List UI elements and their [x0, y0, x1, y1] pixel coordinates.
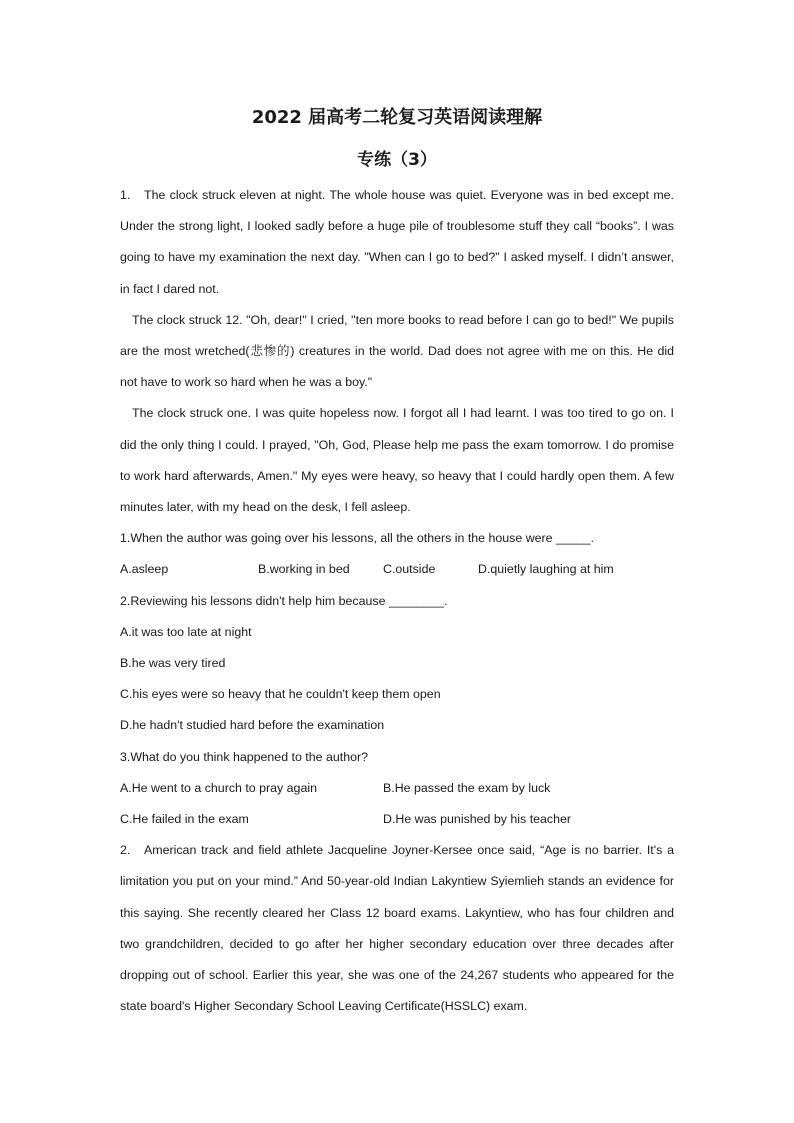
question-2-option-b: B.he was very tired [120, 656, 226, 671]
question-3-option-a: A.He went to a church to pray again [120, 780, 317, 795]
passage-1-number: 1. [120, 188, 131, 202]
passage-1-paragraph-2: The clock struck 12. "Oh, dear!" I cried, "ten more books to read before I can go to bed!" We pupils are the most wretched(悲惨的) creatures in the world. Dad does not agree with me on this. He did not have to work so hard when he was a boy." [120, 312, 674, 390]
question-3-options-row-2 [120, 804, 674, 835]
passage-2-paragraph-1: 2. American track and field athlete Jacqueline Joyner-Kersee once said, “Age is no barrier. It's a limitation you put on your mind.” And 50-year-old Indian Lakyntiew Syiemlieh stands an evidence for this saying. She recently cleared her Class 12 board exams. Lakyntiew, who has four children and two grandchildren, decided to go after her higher secondary education over three decades after dropping out of school. Earlier this year, she was one of the 24,267 students who appeared for the state board's Higher Secondary School Leaving Certificate(HSSLC) exam. [120, 835, 674, 1022]
question-3-options-row-1 [120, 773, 674, 804]
question-2-option-d: D.he hadn't studied hard before the examination [120, 718, 385, 733]
document-subtitle: 专练（3） [357, 150, 437, 170]
question-1-option-c: C.outside [383, 562, 436, 577]
question-2-option-c: C.his eyes were so heavy that he couldn't keep them open [120, 687, 441, 702]
document-title: 2022 届高考二轮复习英语阅读理解 [251, 107, 543, 128]
question-2-option-a: A.it was too late at night [120, 624, 252, 639]
question-1-option-b: B.working in bed [258, 562, 350, 577]
question-1-options [120, 554, 674, 585]
passage-1-paragraph-3: The clock struck one. I was quite hopeless now. I forgot all I had learnt. I was too tired to go on. I did the only thing I could. I prayed, "Oh, God, Please help me pass the exam tomorrow. I do promise to work hard afterwards, Amen." My eyes were heavy, so heavy that I could hardly open them. A few minutes later, with my head on the desk, I fell asleep. [120, 406, 674, 515]
question-1-option-d: D.quietly laughing at him [478, 562, 614, 577]
question-3-option-d: D.He was punished by his teacher [383, 812, 572, 827]
question-3-option-c: C.He failed in the exam [120, 812, 249, 827]
passage-1-paragraph-1: 1. The clock struck eleven at night. The whole house was quiet. Everyone was in bed except me. Under the strong light, I looked sadly before a huge pile of troublesome stuff they call “books”. I was going to have my examination the next day. "When can I go to bed?" I asked myself. I didn’t answer, in fact I dared not. [120, 180, 674, 305]
question-3-option-b: B.He passed the exam by luck [383, 780, 551, 795]
passage-2-number: 2. [120, 843, 131, 858]
document-body [120, 180, 674, 1022]
question-2-stem: 2.Reviewing his lessons didn't help him because ________. [120, 593, 448, 608]
question-1-option-a: A.asleep [120, 562, 169, 577]
question-3-stem: 3.What do you think happened to the author? [120, 749, 368, 764]
question-1-stem: 1.When the author was going over his lessons, all the others in the house were _____. [120, 531, 594, 546]
